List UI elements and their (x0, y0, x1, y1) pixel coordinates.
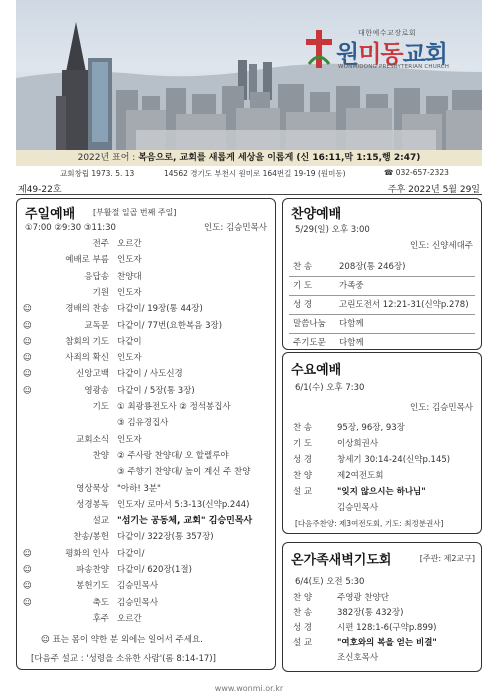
praise-item-value: 다함께 (339, 338, 364, 348)
dawn-item-label: 찬 양 (293, 593, 313, 603)
logo-english-name: WONMIDONG PRESBYTERIAN CHURCH (338, 64, 450, 70)
dawn-title: 온가족새벽기도회 (291, 553, 392, 568)
worship-item-value: ③ 주향기 찬양대/ 높이 계신 주 찬양 (117, 467, 251, 478)
worship-item-value: 다같이 / 사도신경 (117, 369, 183, 380)
worship-item-value: 다같이/ 77번(요한복음 3장) (117, 320, 223, 331)
dawn-item-value: 382장(통 432장) (337, 608, 404, 618)
worship-item-label: 성경봉독 (76, 499, 109, 510)
stand-icon: ☺ (23, 581, 32, 592)
stand-icon: ☺ (23, 597, 32, 608)
dawn-item-label: 성 경 (293, 623, 313, 633)
next-sermon: [다음주 설교 : '성령을 소유한 사람'(롬 8:14-17)] (31, 654, 216, 664)
praise-item-label: 성 경 (293, 300, 313, 310)
dawn-item-value: 시편 128:1-6(구약p.899) (337, 623, 437, 633)
dawn-item-label: 찬 송 (293, 608, 313, 618)
worship-item-value: 오르간 (117, 613, 142, 624)
worship-item-value: 오르간 (117, 239, 142, 249)
wednesday-item-label: 찬 송 (293, 423, 313, 433)
year-motto: 2022년 표어 : 복음으로, 교회를 새롭게 세상을 이롭게 (신 16:11,막 1:15,행 2:47) (16, 150, 482, 166)
sunday-title: 주일예배 (25, 207, 76, 222)
sunday-service-box (16, 198, 276, 670)
worship-item-label: 찬송/봉헌 (73, 532, 109, 543)
praise-time: 5/29(일) 오후 3:00 (295, 225, 370, 235)
stand-icon: ☺ (23, 565, 32, 575)
dawn-item-value: 조신호목사 (337, 653, 379, 663)
website: www.wonmi.or.kr (214, 684, 284, 693)
wednesday-item-label: 설 교 (293, 487, 313, 497)
worship-item-label: 영광송 (84, 385, 109, 396)
praise-item-value: 고린도전서 12:21-31(신약p.278) (339, 300, 469, 310)
worship-item-value: 인도자 (117, 353, 142, 364)
praise-title: 찬양예배 (291, 207, 342, 222)
worship-item-value: ③ 김유경집사 (117, 418, 169, 429)
worship-item-label: 교회소식 (76, 434, 109, 445)
worship-item-value: 다같이/ 322장(통 357장) (117, 532, 214, 543)
address: 14562 경기도 부천시 원미로 164번길 19-19 (원미동) (164, 169, 346, 178)
dawn-item-value: "여호와의 복을 얻는 비결" (337, 638, 437, 648)
praise-row-divider (289, 295, 475, 296)
worship-item-label: 축도 (92, 597, 109, 608)
dawn-time: 6/4(토) 오전 5:30 (295, 577, 365, 587)
worship-item-value: 인도자 (117, 255, 142, 266)
wednesday-time: 6/1(수) 오후 7:30 (295, 383, 365, 393)
stand-icon: ☺ (23, 385, 32, 396)
worship-item-value: 다같이/ 620장(1절) (117, 565, 192, 575)
worship-item-value: 다같이/ 19장(통 44장) (117, 304, 203, 315)
worship-item-value: 인도자 (117, 434, 142, 445)
worship-item-label: 기원 (92, 287, 109, 298)
dawn-item-label: 설 교 (293, 638, 313, 648)
city-skyline-image (16, 0, 482, 150)
bulletin-page (16, 0, 482, 700)
praise-service-box (282, 198, 482, 350)
worship-item-value: "아하! 3분" (117, 483, 161, 494)
worship-item-label: 영상묵상 (76, 483, 109, 494)
stand-icon: ☺ (23, 320, 32, 331)
sunday-subtitle: [부활절 일곱 번째 주일] (93, 208, 177, 217)
issue-line (16, 181, 482, 195)
issue-date: 주후 2022년 5월 29일 (387, 185, 480, 195)
stand-icon: ☺ (23, 336, 32, 347)
wednesday-leader: 인도: 김승민목사 (409, 403, 473, 413)
phone: ☎ 032-657-2323 (384, 168, 449, 177)
praise-leader: 인도: 신양세대주 (409, 241, 473, 251)
standing-note: ☺ 표는 몸이 약한 분 외에는 일어서 주세요. (41, 635, 203, 645)
worship-item-value: 김승민목사 (117, 597, 159, 608)
logo-church-name: 원미동교회 (336, 40, 447, 68)
worship-item-value: "섬기는 공동체, 교회" 김승민목사 (117, 516, 253, 527)
worship-item-value: 김승민목사 (117, 581, 159, 592)
worship-item-label: 봉헌기도 (76, 581, 109, 592)
worship-item-label: 설교 (92, 516, 109, 527)
wednesday-item-label: 성 경 (293, 455, 313, 465)
worship-item-label: 후주 (92, 613, 109, 624)
stand-icon: ☺ (23, 369, 32, 380)
worship-item-value: 다같이/ (117, 548, 145, 559)
worship-item-label: 기도 (92, 402, 109, 412)
wednesday-next: [다음주찬양: 제3여전도회, 기도: 최정분권사] (295, 519, 444, 528)
logo-denomination: 대한예수교장로회 (358, 29, 417, 37)
wednesday-title: 수요예배 (291, 363, 342, 378)
praise-item-label: 말씀나눔 (293, 319, 326, 329)
dawn-item-value: 주영광 찬양단 (337, 593, 389, 603)
cross-icon (306, 30, 332, 68)
stand-icon: ☺ (23, 353, 32, 364)
worship-item-value: ① 최광룡전도사 ② 정석봉집사 (117, 402, 231, 412)
dawn-prayer-box (282, 542, 482, 672)
header-banner (16, 0, 482, 150)
worship-item-label: 응답송 (84, 271, 109, 282)
praise-row-divider (289, 333, 475, 334)
praise-item-label: 찬 송 (293, 262, 313, 272)
worship-item-label: 참회의 기도 (65, 336, 109, 347)
church-info (16, 168, 482, 180)
wednesday-service-box (282, 352, 482, 534)
sunday-leader: 인도: 김승민목사 (203, 223, 267, 233)
stand-icon: ☺ (23, 548, 32, 559)
service-times: ①7:00 ②9:30 ③11:30 (25, 223, 116, 233)
praise-row-divider (289, 314, 475, 315)
worship-item-label: 파송찬양 (76, 565, 109, 575)
worship-item-label: 사죄의 확신 (65, 353, 109, 364)
praise-item-value: 가족중 (339, 281, 364, 291)
wednesday-item-value: 95장, 96장, 93장 (337, 423, 405, 433)
church-logo (306, 28, 476, 72)
worship-item-label: 찬양 (92, 450, 109, 461)
dawn-subtitle: [주관: 제2교구] (419, 554, 475, 563)
wednesday-item-value: "잊지 않으시는 하나님" (337, 487, 426, 497)
worship-item-label: 평화의 인사 (65, 548, 109, 559)
worship-item-value: 찬양대 (117, 271, 142, 282)
wednesday-item-value: 창세기 30:14-24(신약p.145) (337, 455, 451, 465)
stand-icon: ☺ (23, 304, 32, 315)
worship-item-label: 예배로 부름 (65, 255, 109, 266)
issue-number: 제49-22호 (18, 185, 62, 195)
worship-item-value: 인도자/ 로마서 5:3-13(신약p.244) (117, 499, 250, 510)
worship-item-value: ② 주사랑 찬양대/ 오 할렐루야 (117, 450, 229, 461)
worship-item-label: 신앙고백 (76, 369, 109, 380)
wednesday-item-value: 제2여전도회 (337, 471, 384, 481)
wednesday-item-value: 이상희권사 (337, 439, 379, 449)
wednesday-item-label: 찬 양 (293, 471, 313, 481)
worship-item-label: 교독문 (84, 320, 109, 331)
worship-item-label: 전주 (92, 239, 109, 249)
praise-row-divider (289, 276, 475, 277)
worship-item-label: 경배의 찬송 (65, 304, 109, 315)
wednesday-item-value: 김승민목사 (337, 503, 379, 513)
wednesday-item-label: 기 도 (293, 439, 313, 449)
praise-item-value: 다함께 (339, 319, 364, 329)
praise-item-label: 기 도 (293, 281, 313, 291)
praise-item-label: 주기도문 (293, 338, 326, 348)
praise-item-value: 208장(통 246장) (339, 262, 406, 272)
worship-item-value: 인도자 (117, 287, 142, 298)
founded-date: 교회창립 1973. 5. 13 (60, 169, 135, 178)
worship-item-value: 다같이 (117, 336, 142, 347)
worship-item-value: 다같이 / 5장(통 3장) (117, 385, 195, 396)
